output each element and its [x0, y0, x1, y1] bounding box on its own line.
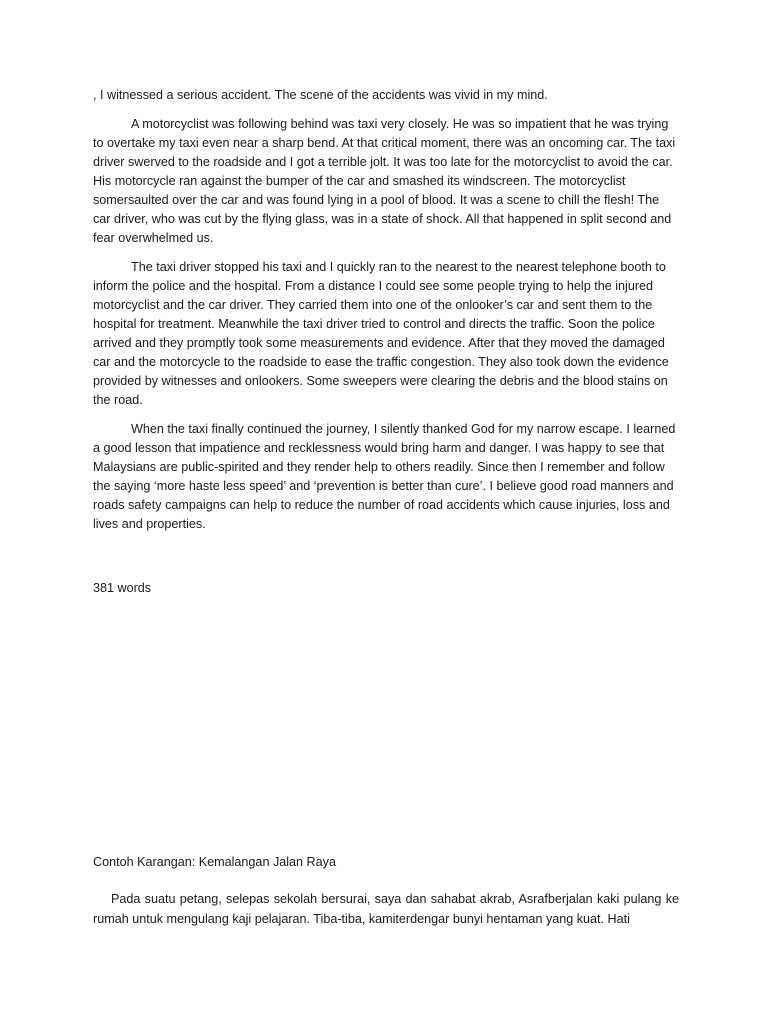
paragraph-accident: A motorcyclist was following behind was taxi very closely. He was so impatient that he was trying to overtake my taxi even near a sharp bend. At that critical moment, there was an oncoming car. The taxi driver swerved to the roadside and I got a terrible jolt. It was too late for the motorcyclist to avoid the car. His motorcycle ran against the bumper of the car and smashed its windscreen. The motorcyclist somersaulted over the car and was found lying in a pool of blood. It was a scene to chill the flesh! The car driver, who was cut by the flying glass, was in a state of shock. All that happened in split second and fear overwhelmed us. — [93, 117, 676, 245]
essay-body — [93, 86, 679, 544]
paragraph-lesson: When the taxi finally continued the journey, I silently thanked God for my narrow escape. I learned a good lesson that impatience and recklessness would bring harm and danger. I was happy to see that Malaysians are public-spirited and they render help to others readily. Since then I remember and follow the saying ‘more haste less speed’ and ‘prevention is better than cure’. I believe good road manners and roads safety campaigns can help to reduce the number of road accidents which cause injuries, loss and lives and properties. — [93, 422, 676, 531]
word-count: 381 words — [93, 581, 152, 595]
malay-essay-title: Contoh Karangan: Kemalangan Jalan Raya — [93, 855, 336, 869]
paragraph-aftermath: The taxi driver stopped his taxi and I quickly ran to the nearest to the nearest telephone booth to inform the police and the hospital. From a distance I could see some people trying to help the injured motorcyclist and the car driver. They carried them into one of the onlooker’s car and sent them to the hospital for treatment. Meanwhile the taxi driver tried to control and directs the traffic. Soon the police arrived and they promptly took some measurements and evidence. After that they moved the damaged car and the motorcycle to the roadside to ease the traffic congestion. They also took down the evidence provided by witnesses and onlookers. Some sweepers were clearing the debris and the blood stains on the road. — [93, 260, 669, 407]
malay-essay-section — [93, 853, 679, 929]
malay-essay-paragraph: Pada suatu petang, selepas sekolah bersurai, saya dan sahabat akrab, Asrafberjalan kaki pulang ke rumah untuk mengulang kaji pelajaran. Tiba-tiba, kamiterdengar bunyi hentaman yang kuat. Hati — [93, 892, 679, 926]
paragraph-intro: , I witnessed a serious accident. The scene of the accidents was vivid in my mind. — [93, 88, 548, 102]
